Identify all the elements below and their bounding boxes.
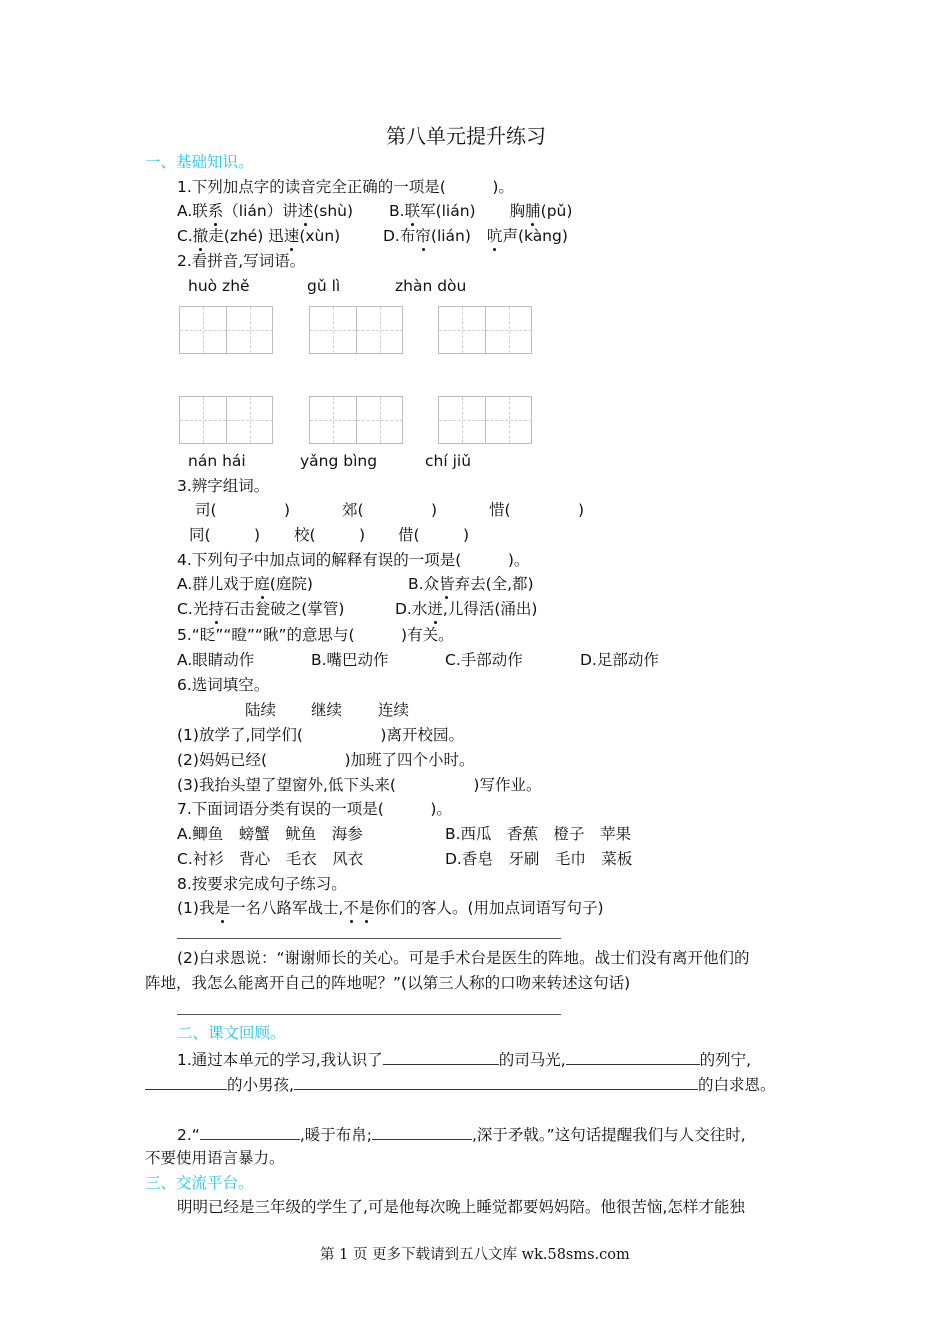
section-heading-exchange: 三、交流平台。 [145, 1174, 254, 1192]
word-group-item: ) [254, 526, 261, 544]
question-4-option-d: D.水迸,儿得活(涌出) [395, 600, 538, 618]
question-7-option-b: B.西瓜 香蕉 橙子 苹果 [445, 825, 632, 843]
word-group-item: 郊( [342, 501, 364, 519]
review-question-1-line-2: 的小男孩, 的白求恩。 [145, 1073, 775, 1095]
question-6-sentence-3: (3)我抬头望了望窗外,低下头来( )写作业。 [177, 776, 542, 794]
fill-blank[interactable] [145, 1073, 227, 1090]
section-heading-review: 二、课文回顾。 [177, 1024, 286, 1042]
question-4-option-b: B.众皆弃去(全,都) [408, 575, 534, 593]
word-group-item: 惜( [489, 501, 511, 519]
question-8-sentence-1: (1)我是一名八路军战士,不是你们的客人。(用加点词语写句子) [177, 899, 604, 917]
pinyin-label: chí jiǔ [425, 452, 472, 470]
question-4-option-a: A.群儿戏于庭(庭院) [177, 575, 313, 593]
question-1-option-b: B.联军(lián) 胸脯(pǔ) [389, 202, 573, 220]
question-6-stem: 6.选词填空。 [177, 676, 270, 694]
question-5-option-c: C.手部动作 [445, 651, 523, 669]
question-6-sentence-1: (1)放学了,同学们( )离开校园。 [177, 726, 464, 744]
question-7-option-d: D.香皂 牙刷 毛巾 菜板 [445, 850, 633, 868]
word-choice: 继续 [311, 701, 343, 719]
writing-grid-box[interactable] [438, 396, 532, 444]
question-1-option-d: D.布帘(lián) 吭声(kàng) [383, 227, 568, 245]
word-group-item: 借( [398, 526, 420, 544]
question-5-option-b: B.嘴巴动作 [311, 651, 389, 669]
word-group-item: ) [284, 501, 291, 519]
word-group-item: ) [463, 526, 470, 544]
fill-blank[interactable] [200, 1123, 300, 1140]
pinyin-label: huò zhě [188, 277, 250, 295]
question-3-stem: 3.辨字组词。 [177, 477, 270, 495]
question-7-option-a: A.鲫鱼 螃蟹 鱿鱼 海参 [177, 825, 363, 843]
word-group-item: 校( [294, 526, 316, 544]
word-group-item: ) [431, 501, 438, 519]
question-4-stem: 4.下列句子中加点词的解释有误的一项是( )。 [177, 551, 530, 569]
question-1-stem: 1.下列加点字的读音完全正确的一项是( )。 [177, 178, 514, 196]
word-choice: 连续 [378, 701, 410, 719]
question-8-stem: 8.按要求完成句子练习。 [177, 875, 347, 893]
question-1-option-c: C.撤走(zhé) 迅速(xùn) [177, 227, 341, 245]
writing-grid-box[interactable] [309, 396, 403, 444]
word-group-item: ) [359, 526, 366, 544]
pinyin-label: yǎng bìng [300, 452, 378, 470]
review-question-1-line-1: 1.通过本单元的学习,我认识了 的司马光, 的列宁, [177, 1048, 751, 1070]
question-2-stem: 2.看拼音,写词语。 [177, 252, 306, 270]
question-1-option-a: A.联系（lián）讲述(shù) [177, 202, 354, 220]
word-group-item: 同( [189, 526, 211, 544]
review-question-2-line-1: 2.“ ,暖于布帛; ,深于矛戟。”这句话提醒我们与人交往时, [177, 1123, 746, 1145]
page-title: 第八单元提升练习 [386, 124, 546, 148]
question-7-stem: 7.下面词语分类有误的一项是( )。 [177, 800, 452, 818]
pinyin-label: gǔ lì [307, 277, 341, 295]
question-8-sentence-2-line-1: (2)白求恩说：“谢谢师长的关心。可是手术台是医生的阵地。战士们没有离开他们的 [177, 949, 750, 967]
page-footer: 第 1 页 更多下载请到五八文库 wk.58sms.com [320, 1247, 630, 1263]
writing-grid-box[interactable] [309, 306, 403, 354]
writing-grid-box[interactable] [179, 396, 273, 444]
word-group-item: 司( [195, 501, 217, 519]
pinyin-label: nán hái [188, 452, 246, 470]
writing-grid-box[interactable] [438, 306, 532, 354]
word-choice: 陆续 [245, 701, 277, 719]
question-8-sentence-2-line-2: 阵地，我怎么能离开自己的阵地呢？”(以第三人称的口吻来转述这句话) [145, 974, 631, 992]
fill-blank[interactable] [372, 1123, 472, 1140]
question-4-option-c: C.光持石击瓮破之(掌管) [177, 600, 345, 618]
fill-blank[interactable] [566, 1048, 700, 1065]
exchange-paragraph: 明明已经是三年级的学生了,可是他每次晚上睡觉都要妈妈陪。他很苦恼,怎样才能独 [177, 1198, 745, 1216]
pinyin-label: zhàn dòu [395, 277, 467, 295]
fill-blank[interactable] [294, 1073, 698, 1090]
answer-line[interactable] [177, 938, 561, 939]
writing-grid-box[interactable] [179, 306, 273, 354]
word-group-item: ) [578, 501, 585, 519]
question-5-stem: 5.“眨”“瞪”“瞅”的意思与( )有关。 [177, 626, 454, 644]
question-5-option-a: A.眼睛动作 [177, 651, 255, 669]
answer-line[interactable] [177, 1014, 561, 1015]
question-5-option-d: D.足部动作 [580, 651, 659, 669]
question-7-option-c: C.衬衫 背心 毛衣 风衣 [177, 850, 364, 868]
section-heading-basic: 一、基础知识。 [145, 153, 254, 171]
question-6-sentence-2: (2)妈妈已经( )加班了四个小时。 [177, 751, 475, 769]
review-question-2-line-2: 不要使用语言暴力。 [145, 1149, 285, 1167]
fill-blank[interactable] [383, 1048, 499, 1065]
